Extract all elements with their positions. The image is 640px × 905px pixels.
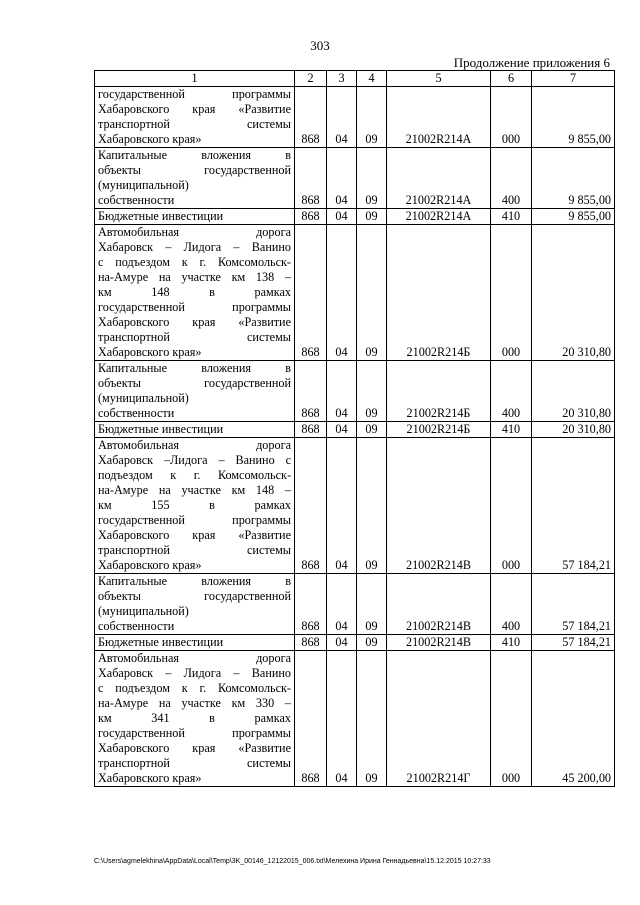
item-name-cell <box>95 225 295 361</box>
amount-cell: 20 310,80 <box>532 225 615 361</box>
item-name-line: Капитальные вложения в <box>98 148 291 162</box>
table-row <box>95 438 615 574</box>
subsection-cell: 09 <box>357 361 387 422</box>
item-name-line: Хабаровск – Лидога – Ванино <box>98 240 291 254</box>
table-row <box>95 574 615 635</box>
section-cell: 04 <box>327 148 357 209</box>
target-article-cell: 21002R214Г <box>387 651 491 787</box>
subsection-cell: 09 <box>357 148 387 209</box>
budget-table <box>94 70 615 787</box>
table-row <box>95 209 615 225</box>
item-name-line: собственности <box>98 406 175 420</box>
admin-code-cell: 868 <box>295 574 327 635</box>
amount-cell: 9 855,00 <box>532 209 615 225</box>
table-row <box>95 361 615 422</box>
item-name-line: Бюджетные инвестиции <box>98 422 224 436</box>
table-body <box>95 87 615 787</box>
item-name-line: на-Амуре на участке км 148 – <box>98 483 291 497</box>
item-name-cell <box>95 361 295 422</box>
column-header: 5 <box>387 71 491 87</box>
admin-code-cell: 868 <box>295 209 327 225</box>
item-name-line: Хабаровск –Лидога – Ванино с <box>98 453 291 467</box>
item-name-line: Автомобильная дорога <box>98 438 291 452</box>
subsection-cell: 09 <box>357 225 387 361</box>
footer-file-path: C:\Users\agmelekhina\AppData\Local\Temp\3K_00146_12122015_006.txt\Мелехина Ирина Геннадьевна\15.12.2015 10:27:33 <box>94 858 491 865</box>
item-name-line: (муниципальной) <box>98 391 189 405</box>
target-article-cell: 21002R214Б <box>387 225 491 361</box>
column-header: 7 <box>532 71 615 87</box>
target-article-cell: 21002R214Б <box>387 422 491 438</box>
item-name-line: (муниципальной) <box>98 604 189 618</box>
expense-type-cell: 400 <box>491 361 532 422</box>
item-name-line: Хабаровск – Лидога – Ванино <box>98 666 291 680</box>
expense-type-cell: 000 <box>491 87 532 148</box>
admin-code-cell: 868 <box>295 225 327 361</box>
section-cell: 04 <box>327 225 357 361</box>
column-header: 1 <box>95 71 295 87</box>
subsection-cell: 09 <box>357 574 387 635</box>
item-name-line: объекты государственной <box>98 163 291 177</box>
amount-cell: 9 855,00 <box>532 87 615 148</box>
expense-type-cell: 410 <box>491 209 532 225</box>
admin-code-cell: 868 <box>295 361 327 422</box>
amount-cell: 57 184,21 <box>532 574 615 635</box>
item-name-line: транспортной системы <box>98 756 291 770</box>
amount-cell: 20 310,80 <box>532 361 615 422</box>
target-article-cell: 21002R214А <box>387 148 491 209</box>
item-name-line: государственной программы <box>98 300 291 314</box>
table-row <box>95 635 615 651</box>
section-cell: 04 <box>327 651 357 787</box>
admin-code-cell: 868 <box>295 422 327 438</box>
item-name-line: км 155 в рамках <box>98 498 291 512</box>
item-name-line: Бюджетные инвестиции <box>98 635 224 649</box>
subsection-cell: 09 <box>357 438 387 574</box>
item-name-line: на-Амуре на участке км 330 – <box>98 696 291 710</box>
section-cell: 04 <box>327 87 357 148</box>
table-row <box>95 422 615 438</box>
column-header: 4 <box>357 71 387 87</box>
subsection-cell: 09 <box>357 651 387 787</box>
item-name-line: транспортной системы <box>98 543 291 557</box>
target-article-cell: 21002R214А <box>387 209 491 225</box>
item-name-line: Автомобильная дорога <box>98 225 291 239</box>
subsection-cell: 09 <box>357 422 387 438</box>
target-article-cell: 21002R214В <box>387 574 491 635</box>
item-name-line: на-Амуре на участке км 138 – <box>98 270 291 284</box>
item-name-line: объекты государственной <box>98 376 291 390</box>
item-name-line: с подъездом к г. Комсомольск- <box>98 681 291 695</box>
item-name-line: транспортной системы <box>98 330 291 344</box>
table-row <box>95 651 615 787</box>
item-name-cell <box>95 438 295 574</box>
header-row <box>95 71 615 87</box>
column-header: 3 <box>327 71 357 87</box>
item-name-line: Хабаровского края «Развитие <box>98 528 291 542</box>
item-name-line: Хабаровского края «Развитие <box>98 741 291 755</box>
item-name-line: (муниципальной) <box>98 178 189 192</box>
amount-cell: 20 310,80 <box>532 422 615 438</box>
item-name-line: Капитальные вложения в <box>98 574 291 588</box>
item-name-line: собственности <box>98 193 175 207</box>
item-name-cell <box>95 209 295 225</box>
target-article-cell: 21002R214Б <box>387 361 491 422</box>
item-name-cell <box>95 651 295 787</box>
admin-code-cell: 868 <box>295 148 327 209</box>
admin-code-cell: 868 <box>295 438 327 574</box>
expense-type-cell: 000 <box>491 651 532 787</box>
section-cell: 04 <box>327 209 357 225</box>
item-name-line: подъездом к г. Комсомольск- <box>98 468 291 482</box>
expense-type-cell: 400 <box>491 574 532 635</box>
item-name-line: с подъездом к г. Комсомольск- <box>98 255 291 269</box>
target-article-cell: 21002R214В <box>387 635 491 651</box>
continuation-label: Продолжение приложения 6 <box>453 55 610 70</box>
section-cell: 04 <box>327 422 357 438</box>
amount-cell: 57 184,21 <box>532 438 615 574</box>
page-number: 303 <box>310 38 330 53</box>
item-name-line: км 341 в рамках <box>98 711 291 725</box>
item-name-cell <box>95 87 295 148</box>
admin-code-cell: 868 <box>295 651 327 787</box>
item-name-line: Хабаровского края «Развитие <box>98 102 291 116</box>
item-name-line: Хабаровского края» <box>98 132 202 146</box>
table-row <box>95 225 615 361</box>
amount-cell: 9 855,00 <box>532 148 615 209</box>
expense-type-cell: 400 <box>491 148 532 209</box>
section-cell: 04 <box>327 574 357 635</box>
expense-type-cell: 410 <box>491 422 532 438</box>
column-header: 2 <box>295 71 327 87</box>
admin-code-cell: 868 <box>295 635 327 651</box>
item-name-line: государственной программы <box>98 726 291 740</box>
amount-cell: 45 200,00 <box>532 651 615 787</box>
subsection-cell: 09 <box>357 635 387 651</box>
amount-cell: 57 184,21 <box>532 635 615 651</box>
item-name-line: транспортной системы <box>98 117 291 131</box>
item-name-line: Бюджетные инвестиции <box>98 209 224 223</box>
item-name-line: объекты государственной <box>98 589 291 603</box>
section-cell: 04 <box>327 438 357 574</box>
item-name-line: Хабаровского края «Развитие <box>98 315 291 329</box>
item-name-cell <box>95 635 295 651</box>
item-name-line: км 148 в рамках <box>98 285 291 299</box>
item-name-line: государственной программы <box>98 87 291 101</box>
table-row <box>95 87 615 148</box>
item-name-line: Хабаровского края» <box>98 345 202 359</box>
table-row <box>95 148 615 209</box>
section-cell: 04 <box>327 361 357 422</box>
admin-code-cell: 868 <box>295 87 327 148</box>
column-header: 6 <box>491 71 532 87</box>
section-cell: 04 <box>327 635 357 651</box>
subsection-cell: 09 <box>357 87 387 148</box>
expense-type-cell: 410 <box>491 635 532 651</box>
expense-type-cell: 000 <box>491 225 532 361</box>
item-name-line: Хабаровского края» <box>98 558 202 572</box>
item-name-line: государственной программы <box>98 513 291 527</box>
item-name-line: собственности <box>98 619 175 633</box>
target-article-cell: 21002R214В <box>387 438 491 574</box>
item-name-cell <box>95 422 295 438</box>
item-name-line: Капитальные вложения в <box>98 361 291 375</box>
subsection-cell: 09 <box>357 209 387 225</box>
target-article-cell: 21002R214А <box>387 87 491 148</box>
item-name-line: Хабаровского края» <box>98 771 202 785</box>
item-name-cell <box>95 148 295 209</box>
item-name-line: Автомобильная дорога <box>98 651 291 665</box>
item-name-cell <box>95 574 295 635</box>
expense-type-cell: 000 <box>491 438 532 574</box>
